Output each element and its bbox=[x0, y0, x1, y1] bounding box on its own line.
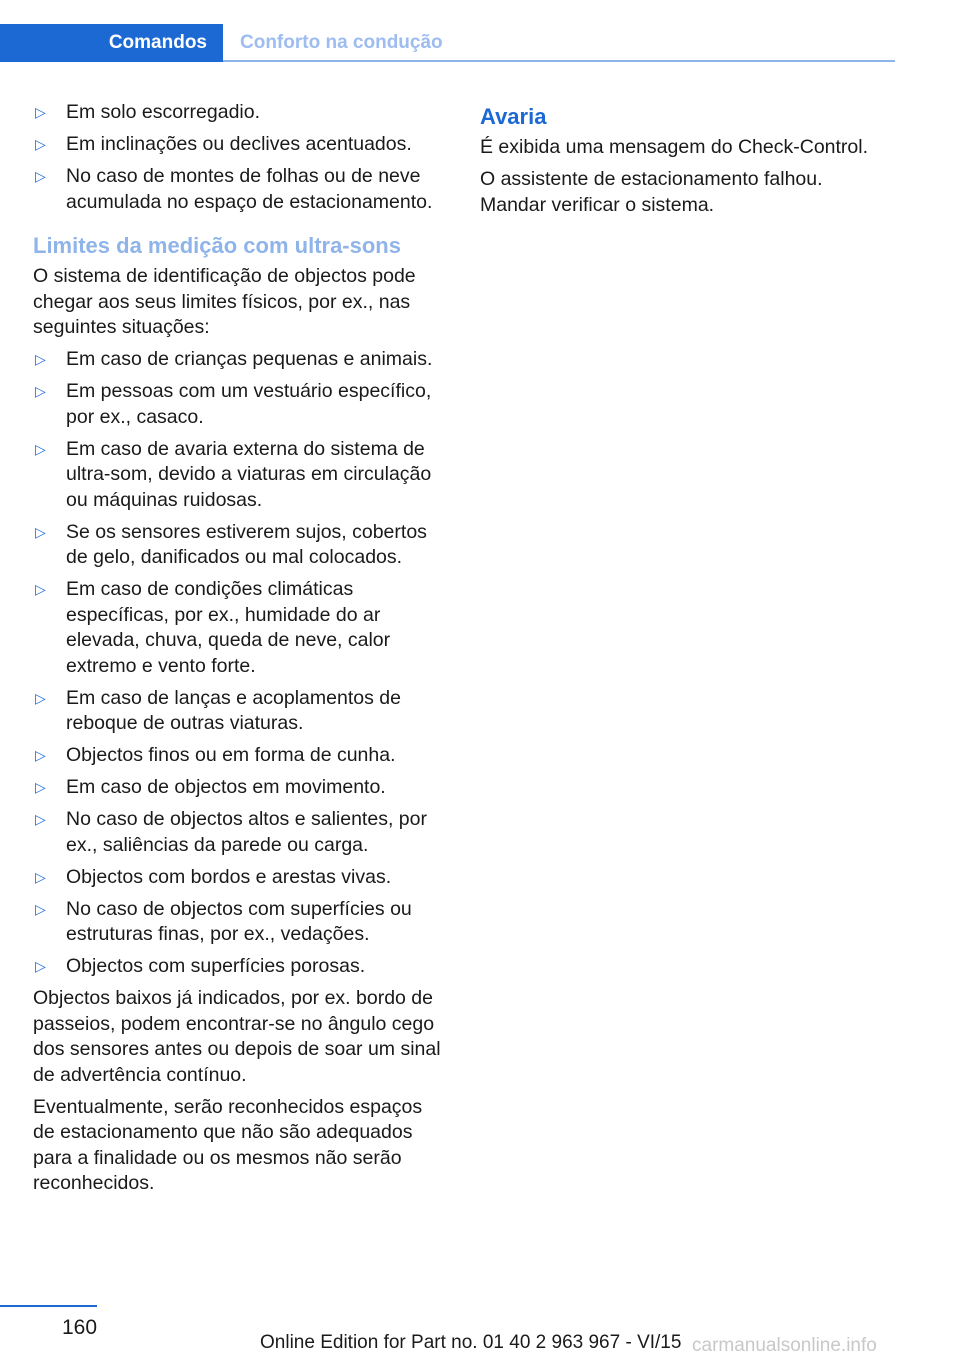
footer-divider bbox=[0, 1305, 97, 1307]
section-tab: Conforto na condução bbox=[240, 32, 443, 53]
page-header bbox=[0, 24, 895, 62]
list-item: ▷ Objectos finos ou em forma de cunha. bbox=[33, 743, 447, 769]
fault-heading: Avaria bbox=[480, 104, 547, 129]
conditions-list bbox=[33, 100, 447, 215]
list-item: ▷ Em inclinações ou declives acentuados. bbox=[33, 132, 447, 158]
limits-list bbox=[33, 347, 447, 980]
list-item: ▷ Em caso de objectos em movimento. bbox=[33, 775, 447, 801]
triangle-bullet-icon: ▷ bbox=[35, 351, 46, 367]
triangle-bullet-icon: ▷ bbox=[35, 747, 46, 763]
edition-text: Online Edition for Part no. 01 40 2 963 967 - VI/15 bbox=[260, 1332, 682, 1353]
triangle-bullet-icon: ▷ bbox=[35, 440, 46, 457]
triangle-bullet-icon: ▷ bbox=[35, 900, 46, 917]
list-item: ▷ Se os sensores estiverem sujos, cobertos de gelo, danificados ou mal colocados. bbox=[35, 520, 427, 568]
triangle-bullet-icon: ▷ bbox=[35, 523, 46, 540]
triangle-bullet-icon: ▷ bbox=[35, 868, 46, 885]
list-item: ▷ Objectos com superfícies porosas. bbox=[33, 954, 447, 980]
fault-paragraph-1: É exibida uma mensagem do Check-Control. bbox=[480, 136, 869, 158]
list-item: ▷ Em pessoas com um vestuário específico, por ex., casaco. bbox=[35, 380, 432, 428]
triangle-bullet-icon: ▷ bbox=[35, 383, 46, 399]
triangle-bullet-icon: ▷ bbox=[35, 136, 46, 152]
triangle-bullet-icon: ▷ bbox=[35, 168, 46, 184]
chapter-tab: Comandos bbox=[0, 24, 223, 62]
fault-paragraph-2: O assistente de estacionamento falhou. Mandar verificar o sistema. bbox=[480, 168, 823, 216]
right-column bbox=[480, 100, 890, 225]
list-item: ▷ Em caso de condições climáticas específicas, por ex., humidade do ar elevada, chuva, queda de neve, calor extremo e vento forte. bbox=[35, 578, 391, 677]
triangle-bullet-icon: ▷ bbox=[35, 581, 46, 597]
triangle-bullet-icon: ▷ bbox=[35, 689, 46, 706]
watermark: carmanualsonline.info bbox=[692, 1335, 877, 1356]
limits-heading: Limites da medição com ultra-sons bbox=[33, 233, 401, 258]
low-objects-paragraph: Objectos baixos já indicados, por ex. bordo de passeios, podem encontrar-se no ângulo cego dos sensores antes ou depois de soar um sinal de advertência contínuo. bbox=[33, 987, 441, 1086]
triangle-bullet-icon: ▷ bbox=[35, 104, 46, 120]
triangle-bullet-icon: ▷ bbox=[35, 779, 46, 795]
triangle-bullet-icon: ▷ bbox=[35, 958, 46, 974]
list-item: ▷ No caso de montes de folhas ou de neve acumulada no espaço de estacionamento. bbox=[35, 165, 433, 213]
list-item: ▷ No caso de objectos altos e salientes, por ex., saliências da parede ou carga. bbox=[35, 808, 427, 856]
recognition-paragraph: Eventualmente, serão reconhecidos espaços de estacionamento que não são adequados para a finalidade ou os mesmos não serão reconhecidos. bbox=[33, 1095, 423, 1194]
list-item: ▷ Em caso de avaria externa do sistema de ultra-som, devido a viaturas em circulação ou máquinas ruidosas. bbox=[35, 437, 432, 511]
limits-intro: O sistema de identificação de objectos pode chegar aos seus limites físicos, por ex., nas seguintes situações: bbox=[33, 265, 416, 338]
left-column bbox=[33, 100, 447, 1203]
page-number: 160 bbox=[62, 1316, 98, 1339]
list-item: ▷ Em solo escorregadio. bbox=[33, 100, 447, 126]
header-divider bbox=[223, 60, 895, 62]
list-item: ▷ Em caso de crianças pequenas e animais. bbox=[33, 347, 447, 373]
list-item: ▷ Em caso de lanças e acoplamentos de reboque de outras viaturas. bbox=[35, 686, 401, 734]
list-item: ▷ Objectos com bordos e arestas vivas. bbox=[33, 865, 447, 891]
triangle-bullet-icon: ▷ bbox=[35, 811, 46, 827]
list-item: ▷ No caso de objectos com superfícies ou estruturas finas, por ex., vedações. bbox=[35, 897, 412, 945]
